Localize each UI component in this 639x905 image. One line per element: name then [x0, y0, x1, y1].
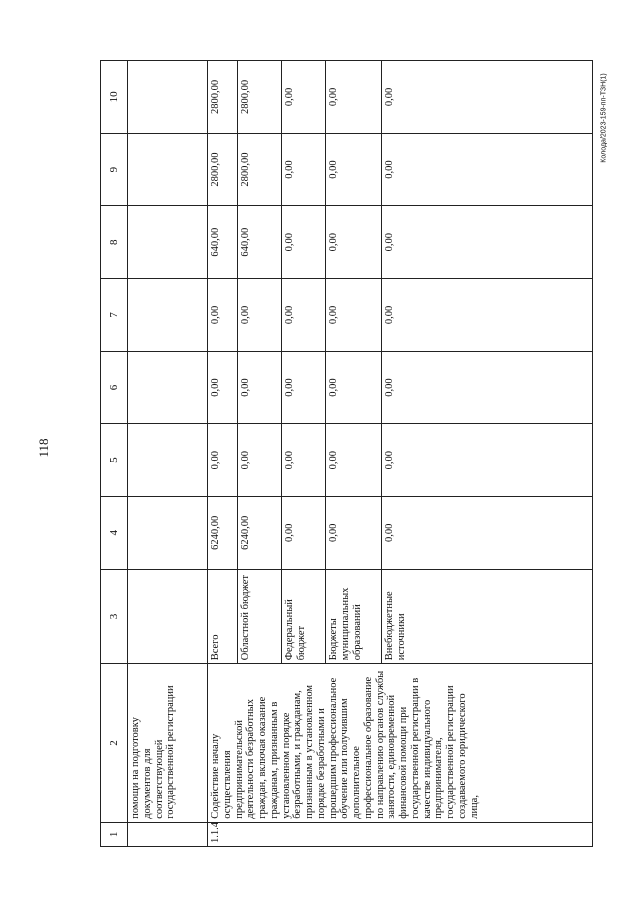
value-cell: 640,00 — [238, 206, 282, 279]
header-cell: 8 — [101, 206, 128, 279]
value-cell: 640,00 — [208, 206, 238, 279]
value-cell: 0,00 — [238, 279, 282, 352]
document-code: Колода/2023-159-пп-ТЗН(1) — [600, 73, 608, 163]
value-cell: 0,00 — [208, 351, 238, 424]
page-number: 118 — [36, 438, 51, 458]
value-cell: 2800,00 — [238, 61, 282, 134]
header-cell: 7 — [101, 279, 128, 352]
item-number: 1.1.4 — [208, 822, 593, 846]
value-cell: 2800,00 — [208, 61, 238, 134]
value-cell: 0,00 — [326, 351, 382, 424]
funding-source: Всего — [208, 569, 238, 664]
value-cell: 0,00 — [326, 206, 382, 279]
value-cell: 0,00 — [326, 424, 382, 497]
table-container — [100, 60, 593, 847]
value-cell: 0,00 — [208, 279, 238, 352]
table-row — [208, 61, 238, 847]
program-table — [100, 60, 593, 847]
value-cell: 0,00 — [382, 351, 593, 424]
funding-source: Внебюджетные источники — [382, 569, 593, 664]
value-cell: 0,00 — [382, 206, 593, 279]
header-cell: 5 — [101, 424, 128, 497]
value-cell: 0,00 — [382, 61, 593, 134]
rotated-table — [100, 60, 593, 847]
value-cell: 0,00 — [282, 206, 326, 279]
value-cell: 0,00 — [326, 133, 382, 206]
continuation-row — [128, 61, 208, 847]
value-cell: 0,00 — [282, 61, 326, 134]
value-cell: 0,00 — [282, 496, 326, 569]
header-cell: 2 — [101, 664, 128, 823]
value-cell: 0,00 — [208, 424, 238, 497]
funding-source: Федеральный бюджет — [282, 569, 326, 664]
value-cell: 0,00 — [282, 279, 326, 352]
value-cell: 6240,00 — [208, 496, 238, 569]
row-description: помощи на подготовку документов для соответствующей государственной регистрации — [128, 664, 208, 823]
value-cell: 2800,00 — [238, 133, 282, 206]
value-cell: 6240,00 — [238, 496, 282, 569]
value-cell: 0,00 — [326, 61, 382, 134]
value-cell: 0,00 — [382, 279, 593, 352]
value-cell: 0,00 — [382, 496, 593, 569]
item-description: Содействие началу осуществления предпринимательской деятельности безработных граждан, включая оказание гражданам, признанным в установленном порядке безработными, и гражданам, признанным в установленном порядке безработными и прошедшим профессиональное обучение или получившим дополнительное профессиональное образование по направлению органов службы занятости, единовременной финансовой помощи при государственной регистрации в качестве индивидуального предпринимателя, государственной регистрации создаваемого юридического лица, — [208, 664, 593, 823]
header-cell: 10 — [101, 61, 128, 134]
value-cell: 0,00 — [382, 424, 593, 497]
header-cell: 6 — [101, 351, 128, 424]
header-cell: 9 — [101, 133, 128, 206]
row-number — [128, 822, 208, 846]
value-cell: 0,00 — [282, 133, 326, 206]
value-cell: 0,00 — [382, 133, 593, 206]
header-cell: 1 — [101, 822, 128, 846]
funding-source: Областной бюджет — [238, 569, 282, 664]
header-cell: 3 — [101, 569, 128, 664]
value-cell: 0,00 — [282, 424, 326, 497]
value-cell: 0,00 — [238, 424, 282, 497]
value-cell: 0,00 — [238, 351, 282, 424]
funding-source: Бюджеты муниципальных образований — [326, 569, 382, 664]
value-cell: 2800,00 — [208, 133, 238, 206]
value-cell: 0,00 — [326, 279, 382, 352]
value-cell: 0,00 — [282, 351, 326, 424]
header-cell: 4 — [101, 496, 128, 569]
value-cell: 0,00 — [326, 496, 382, 569]
header-row — [101, 61, 128, 847]
